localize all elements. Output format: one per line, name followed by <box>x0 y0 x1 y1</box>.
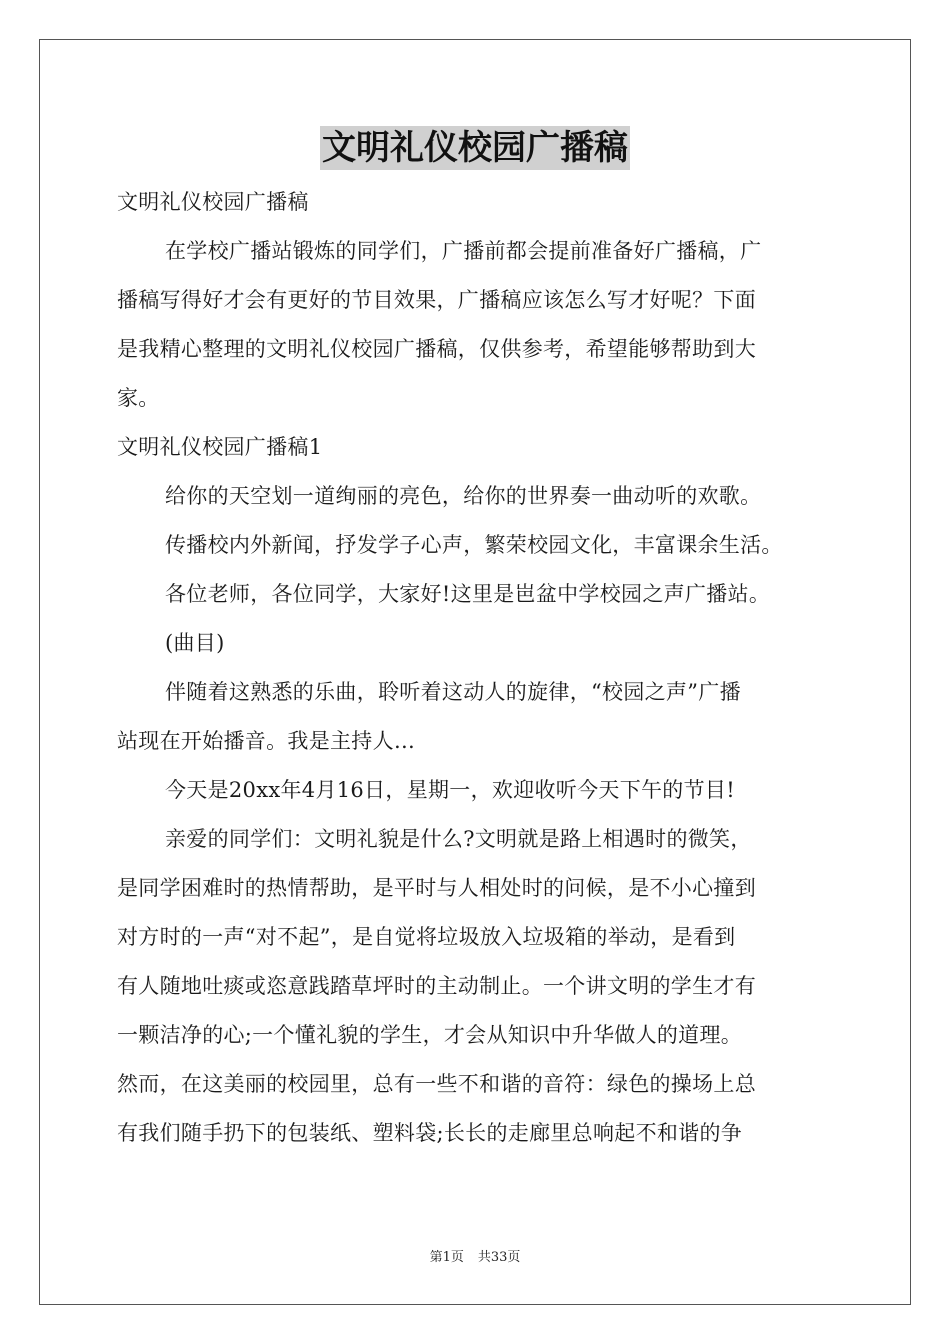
total-pages: 共33页 <box>477 1250 521 1265</box>
page-footer <box>0 1246 950 1265</box>
body-line: 然而，在这美丽的校园里，总有一些不和谐的音符：绿色的操场上总 <box>117 1072 756 1096</box>
body-line: 是同学困难时的热情帮助，是平时与人相处时的问候，是不小心撞到 <box>117 876 756 900</box>
body-line: 对方时的一声“对不起”，是自觉将垃圾放入垃圾箱的举动，是看到 <box>117 925 736 949</box>
body-line: 传播校内外新闻，抒发学子心声，繁荣校园文化，丰富课余生活。 <box>165 533 783 557</box>
body-line: 一颗洁净的心;一个懂礼貌的学生，才会从知识中升华做人的道理。 <box>117 1023 743 1047</box>
body-line: 伴随着这熟悉的乐曲，聆听着这动人的旋律，“校园之声”广播 <box>165 680 741 704</box>
document-title: 文明礼仪校园广播稿 <box>322 128 628 168</box>
page-number: 第1页 <box>429 1250 464 1265</box>
body-line: 有人随地吐痰或恣意践踏草坪时的主动制止。一个讲文明的学生才有 <box>117 974 756 998</box>
body-line: 亲爱的同学们：文明礼貌是什么?文明就是路上相遇时的微笑， <box>165 827 752 851</box>
body-line: 文明礼仪校园广播稿1 <box>117 435 323 459</box>
body-line: (曲目) <box>165 631 225 655</box>
body-line: 是我精心整理的文明礼仪校园广播稿，仅供参考，希望能够帮助到大 <box>117 337 756 361</box>
title-wrap <box>0 126 950 170</box>
body-line: 今天是20xx年4月16日，星期一，欢迎收听今天下午的节目! <box>165 778 735 802</box>
body-line: 在学校广播站锻炼的同学们，广播前都会提前准备好广播稿，广 <box>165 239 762 263</box>
document-body <box>117 178 847 1158</box>
body-line: 站现在开始播音。我是主持人… <box>117 729 416 753</box>
body-line: 有我们随手扔下的包装纸、塑料袋;长长的走廊里总响起不和谐的争 <box>117 1121 743 1145</box>
body-line: 各位老师，各位同学，大家好!这里是岜盆中学校园之声广播站。 <box>165 582 771 606</box>
body-line: 播稿写得好才会有更好的节目效果，广播稿应该怎么写才好呢？下面 <box>117 288 756 312</box>
body-line: 给你的天空划一道绚丽的亮色，给你的世界奏一曲动听的欢歌。 <box>165 484 762 508</box>
body-line: 文明礼仪校园广播稿 <box>117 190 309 214</box>
body-line: 家。 <box>117 386 160 410</box>
